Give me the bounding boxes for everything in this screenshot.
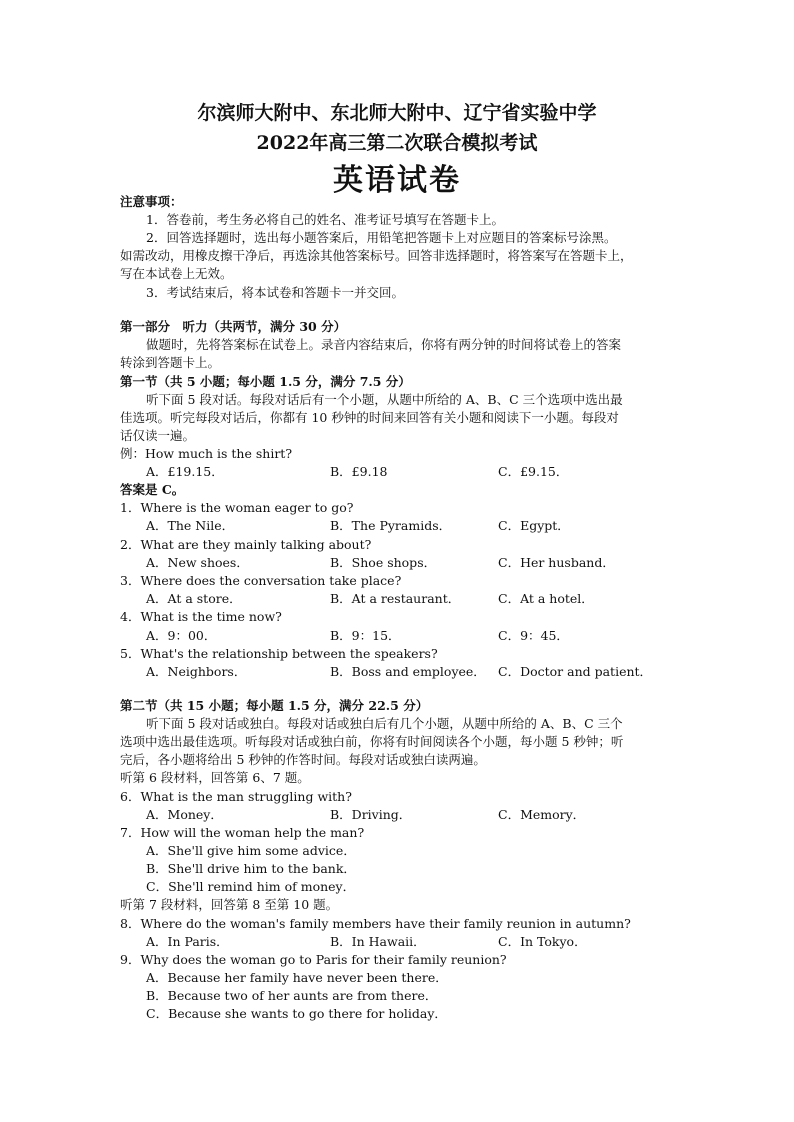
question-6-option-a: A．Money． [146,807,223,822]
section1-title: 第一节（共 5 小题；每小题 1.5 分，满分 7.5 分） [120,374,411,389]
question-7-option-b: B．She'll drive him to the bank． [146,861,356,876]
section2-title: 第二节（共 15 小题；每小题 1.5 分，满分 22.5 分） [120,698,429,713]
question-2-option-a: A．New shoes． [146,555,249,570]
question-1-option-a: A．The Nile． [146,518,235,533]
example-option-c: C．£9.15． [498,464,569,479]
question-5-option-b: B．Boss and employee． [330,664,486,679]
material-7-heading: 听第 7 段材料，回答第 8 至第 10 题。 [120,897,339,912]
part1-title: 第一部分 听力（共两节，满分 30 分） [120,319,347,334]
section2-intro-1: 听下面 5 段对话或独白。每段对话或独白后有几个小题，从题中所给的 A、B、C 三个 [146,716,623,731]
notes-title: 注意事项： [120,194,183,209]
question-2: 2．What are they mainly talking about? [120,537,372,552]
question-4-option-b: B．9：15． [330,628,401,643]
schools-title: 尔滨师大附中、东北师大附中、辽宁省实验中学 [197,102,597,124]
question-4-option-a: A．9：00． [146,628,217,643]
question-4-option-c: C．9：45． [498,628,569,643]
question-2-option-c: C．Her husband． [498,555,615,570]
subject-title: 英语试卷 [333,163,461,198]
example-question: 例：How much is the shirt? [120,446,293,461]
question-6-option-b: B．Driving． [330,807,412,822]
question-6-option-c: C．Memory． [498,807,586,822]
question-8-option-c: C．In Tokyo． [498,934,587,949]
section1-intro-1: 听下面 5 段对话。每段对话后有一个小题，从题中所给的 A、B、C 三个选项中选出最 [146,392,623,407]
section2-intro-3: 完后，各小题将给出 5 秒钟的作答时间。每段对话或独白读两遍。 [120,752,486,767]
question-8-option-a: A．In Paris． [146,934,229,949]
exam-title: 2022年高三第二次联合模拟考试 [256,132,538,154]
question-8-option-b: B．In Hawaii． [330,934,426,949]
question-2-option-b: B．Shoe shops． [330,555,437,570]
note-1: 1．答卷前，考生务必将自己的姓名、准考证号填写在答题卡上。 [146,212,504,227]
note-2-line-1: 2．回答选择题时，选出每小题答案后，用铅笔把答题卡上对应题目的答案标号涂黑。 [146,230,617,245]
note-2-line-3: 写在本试卷上无效。 [120,266,233,281]
question-5-option-c: C．Doctor and patient． [498,664,653,679]
question-1-option-c: C．Egypt． [498,518,570,533]
question-8: 8．Where do the woman's family members have their family reunion in autumn? [120,916,631,931]
question-7-option-a: A．She'll give him some advice． [146,843,356,858]
question-9-option-c: C．Because she wants to go there for holiday． [146,1006,447,1021]
question-9-option-a: A．Because her family have never been there． [146,970,448,985]
question-6: 6．What is the man struggling with? [120,789,352,804]
example-answer: 答案是 C。 [120,482,185,497]
question-9: 9．Why does the woman go to Paris for their family reunion? [120,952,507,967]
note-2-line-2: 如需改动，用橡皮擦干净后，再选涂其他答案标号。回答非选择题时，将答案写在答题卡上， [120,248,633,263]
question-4: 4．What is the time now? [120,609,282,624]
example-option-a: A．£19.15． [146,464,224,479]
section1-intro-2: 佳选项。听完每段对话后，你都有 10 秒钟的时间来回答有关小题和阅读下一小题。每段对 [120,410,619,425]
question-3-option-a: A．At a store． [146,591,242,606]
note-3: 3．考试结束后，将本试卷和答题卡一并交回。 [146,285,404,300]
question-5: 5．What's the relationship between the speakers? [120,646,438,661]
example-option-b: B．£9.18 [330,464,388,479]
question-1-option-b: B．The Pyramids． [330,518,452,533]
question-7: 7．How will the woman help the man? [120,825,365,840]
section1-intro-3: 话仅读一遍。 [120,428,196,443]
question-3: 3．Where does the conversation take place? [120,573,402,588]
question-7-option-c: C．She'll remind him of money． [146,879,356,894]
section2-intro-2: 选项中选出最佳选项。听每段对话或独白前，你将有时间阅读各个小题，每小题 5 秒钟；听 [120,734,624,749]
question-3-option-b: B．At a restaurant． [330,591,461,606]
question-9-option-b: B．Because two of her aunts are from there． [146,988,438,1003]
question-1: 1．Where is the woman eager to go? [120,500,354,515]
part1-intro-1: 做题时，先将答案标在试卷上。录音内容结束后，你将有两分钟的时间将试卷上的答案 [146,337,622,352]
material-6-heading: 听第 6 段材料，回答第 6、7 题。 [120,770,310,785]
question-3-option-c: C．At a hotel． [498,591,594,606]
part1-intro-2: 转涂到答题卡上。 [120,355,221,370]
question-5-option-a: A．Neighbors． [146,664,247,679]
